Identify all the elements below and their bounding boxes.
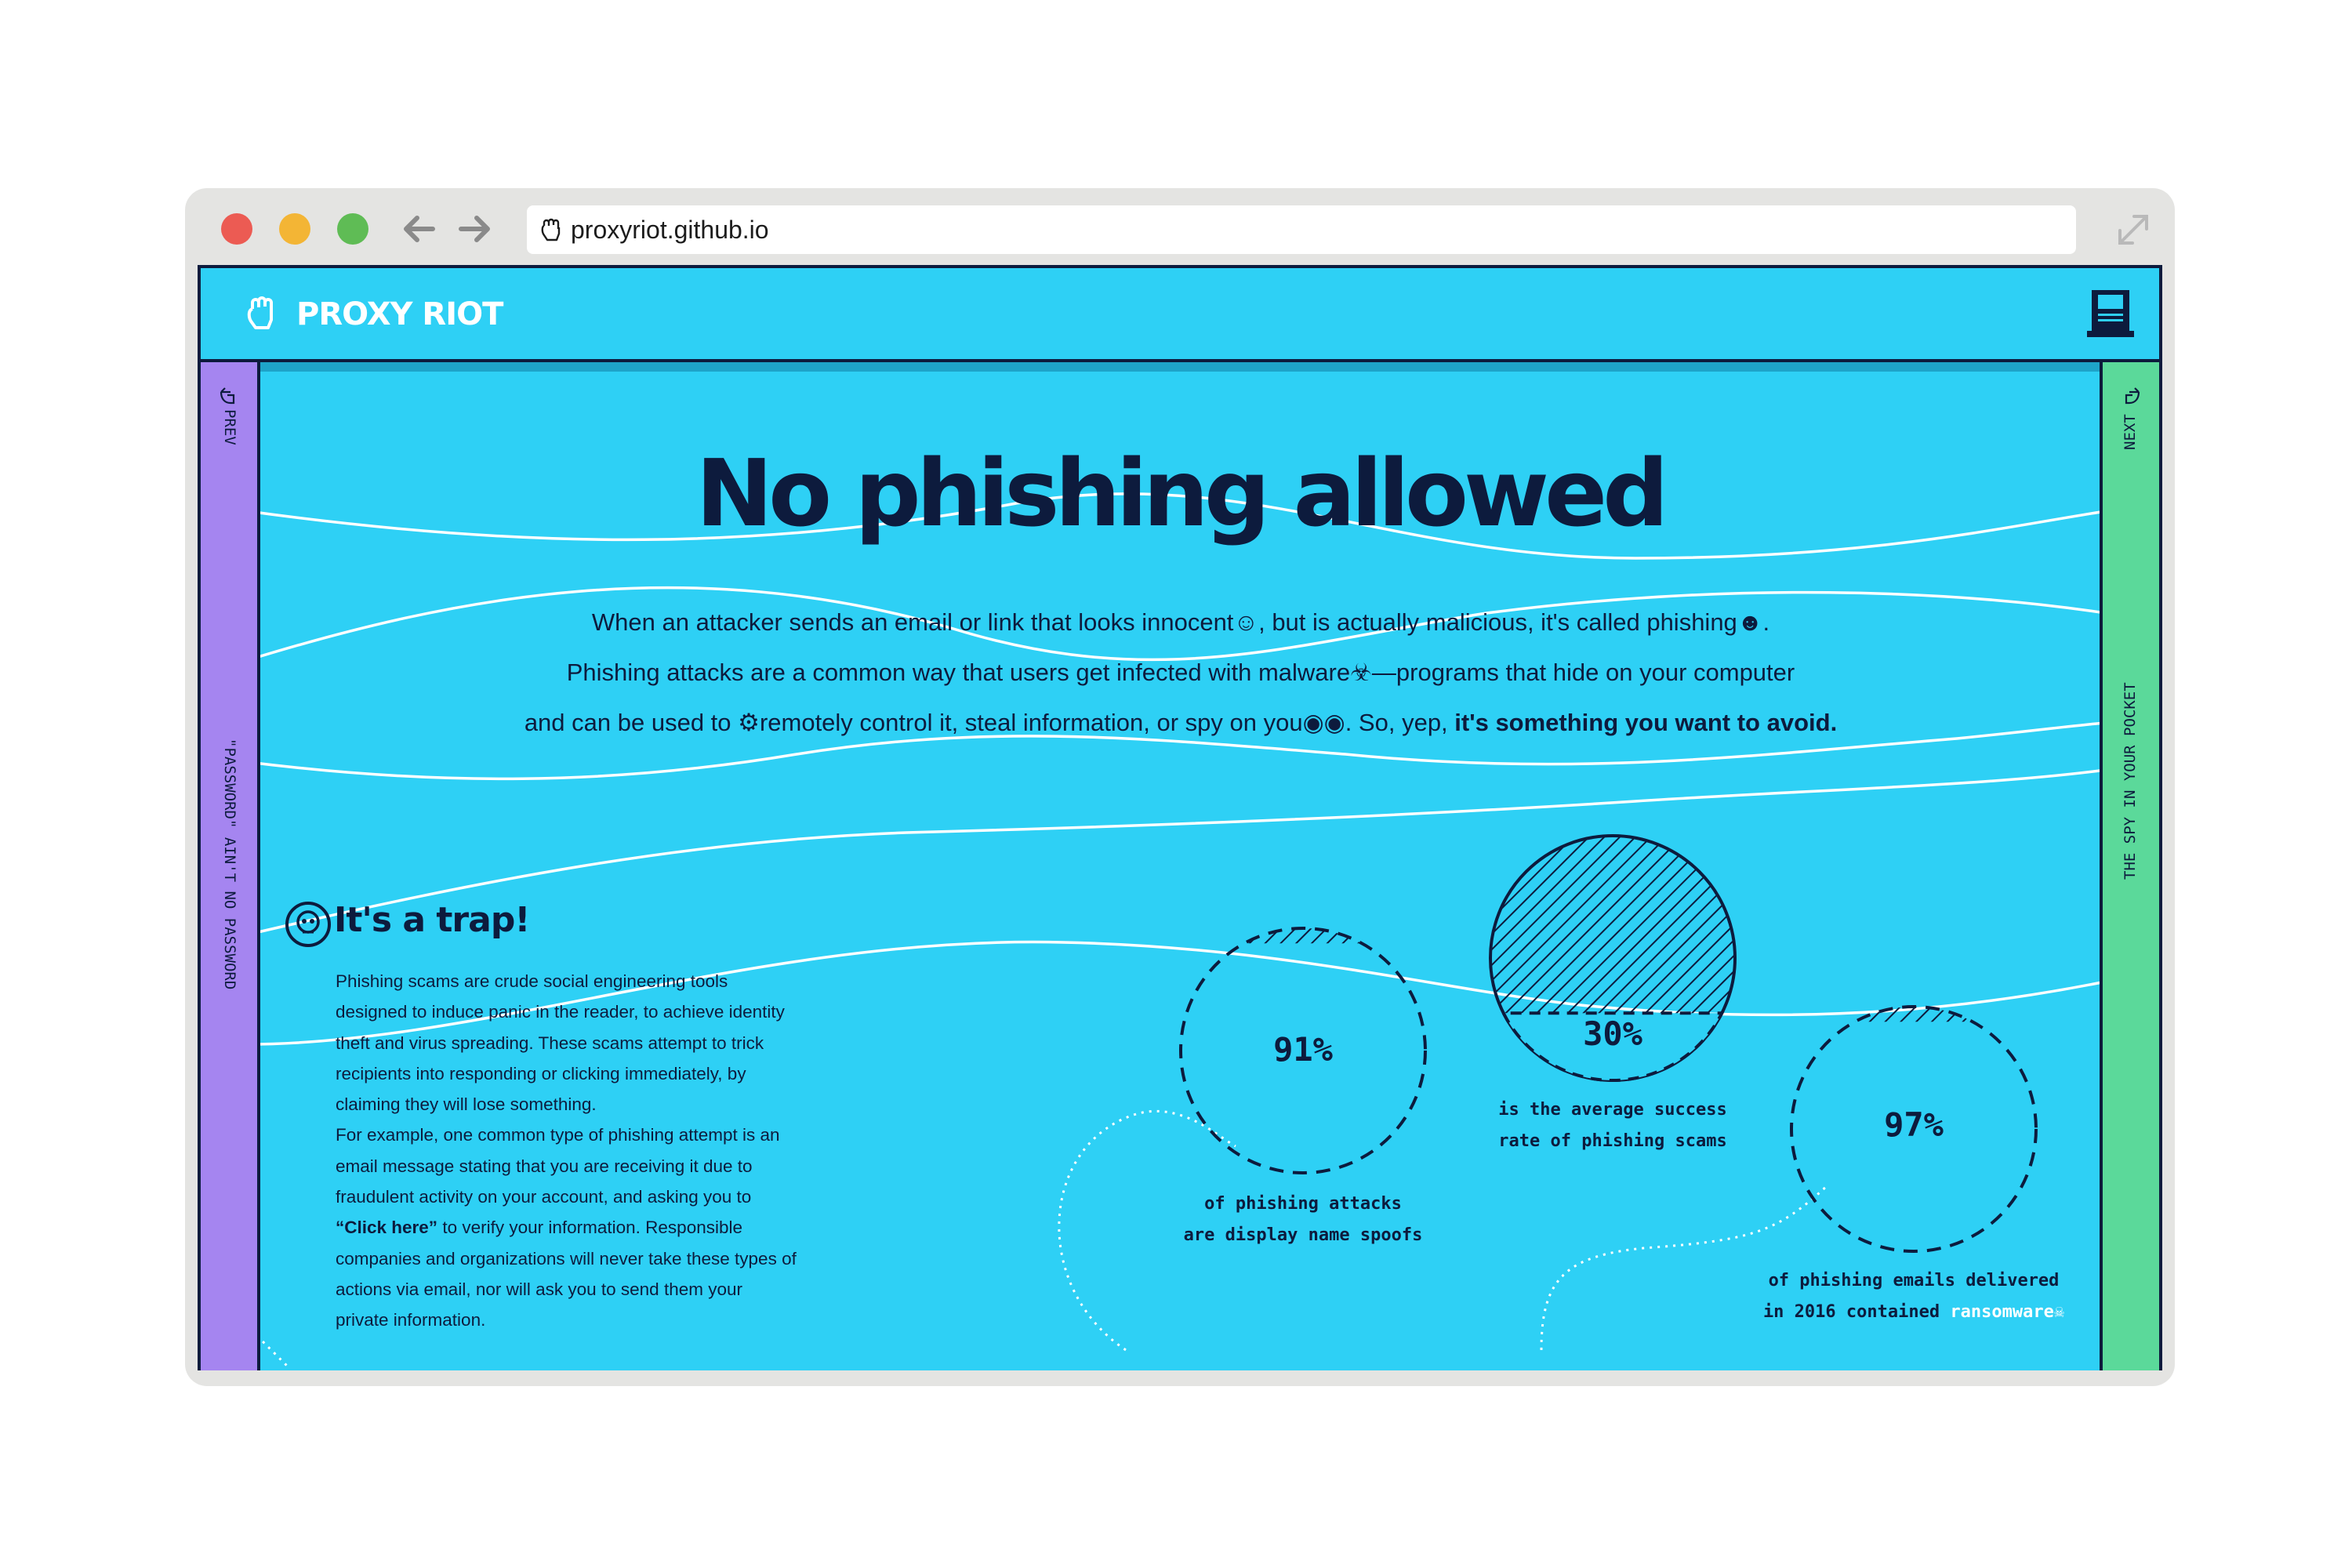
header-shadow [201,362,2159,372]
pointing-hand-icon [218,386,238,406]
site-fist-icon [538,216,564,243]
stat-caption-30: is the average success rate of phishing scams [1498,1100,1727,1151]
eyes-icon: ◉◉ [1302,709,1345,736]
malware-bug-icon: ☣ [1350,659,1372,686]
ransomware-icon: ☠ [2053,1302,2065,1322]
innocent-face-icon: ☺ [1233,608,1259,636]
gamepad-icon: ⚙ [738,709,760,736]
forward-arrow-icon[interactable] [453,207,497,251]
fist-logo-icon[interactable] [245,295,279,332]
stat-hatched-cap [1855,1007,1973,1022]
maximize-window-button[interactable] [337,213,368,245]
stat-hatched-cap [1244,928,1362,943]
minimize-window-button[interactable] [279,213,310,245]
trap-heading: It's a trap! [334,900,530,940]
expand-icon[interactable] [2114,210,2153,249]
stat-value-97: 97% [1884,1105,1944,1144]
trap-body: Phishing scams are crude social engineering tools designed to induce panic in the reader, to achieve identity theft and virus spreading. These scams attempt to trick recipients into responding or clicking immediately, by claiming they will lose something. For example, one common type of phishing attempt is an email message stating that you are receiving it due to fraudulent activity on your account, and asking you to “Click here” to verify your information. Responsible companies and organizations will never take these types of actions via email, nor will ask you to send them your private information. [336,971,797,1330]
stat-caption-91: of phishing attacks are display name spoofs [1183,1194,1423,1245]
stat-value-91: 91% [1273,1030,1333,1069]
page-title: No phishing allowed [695,439,1664,547]
url-text: proxyriot.github.io [571,216,769,244]
hacker-icon: ☻ [1737,608,1763,636]
next-label[interactable]: NEXT [2122,414,2139,450]
ransomware-highlight: ransomware [1950,1302,2054,1322]
stat-caption-97: of phishing emails delivered in 2016 contained ransomware☠ [1762,1271,2065,1322]
address-bar[interactable] [527,205,2076,254]
intro-paragraph: When an attacker sends an email or link that looks innocent☺, but is actually malicious, it's called phishing☻. Phishing attacks are a common way that users get infected with malware☣—programs that hide on your computer and can be used to ⚙remotely control it, steal information, or spy on you◉◉. So, yep, it's something you want to avoid. [524,608,1838,736]
floppy-disk-icon[interactable] [2085,287,2136,339]
brand-name[interactable]: PROXY RIOT [296,296,503,332]
prev-label[interactable]: PREV [221,409,238,445]
web-page [198,265,2162,1370]
pointing-hand-icon [2122,386,2142,406]
next-chapter-title[interactable]: THE SPY IN YOUR POCKET [2122,682,2139,880]
back-arrow-icon[interactable] [397,207,441,251]
prev-chapter-title[interactable]: "PASSWORD" AIN'T NO PASSWORD [221,739,238,990]
close-window-button[interactable] [221,213,252,245]
stat-value-30: 30% [1583,1014,1642,1053]
skull-warning-icon [284,900,332,949]
site-header [201,268,2159,362]
